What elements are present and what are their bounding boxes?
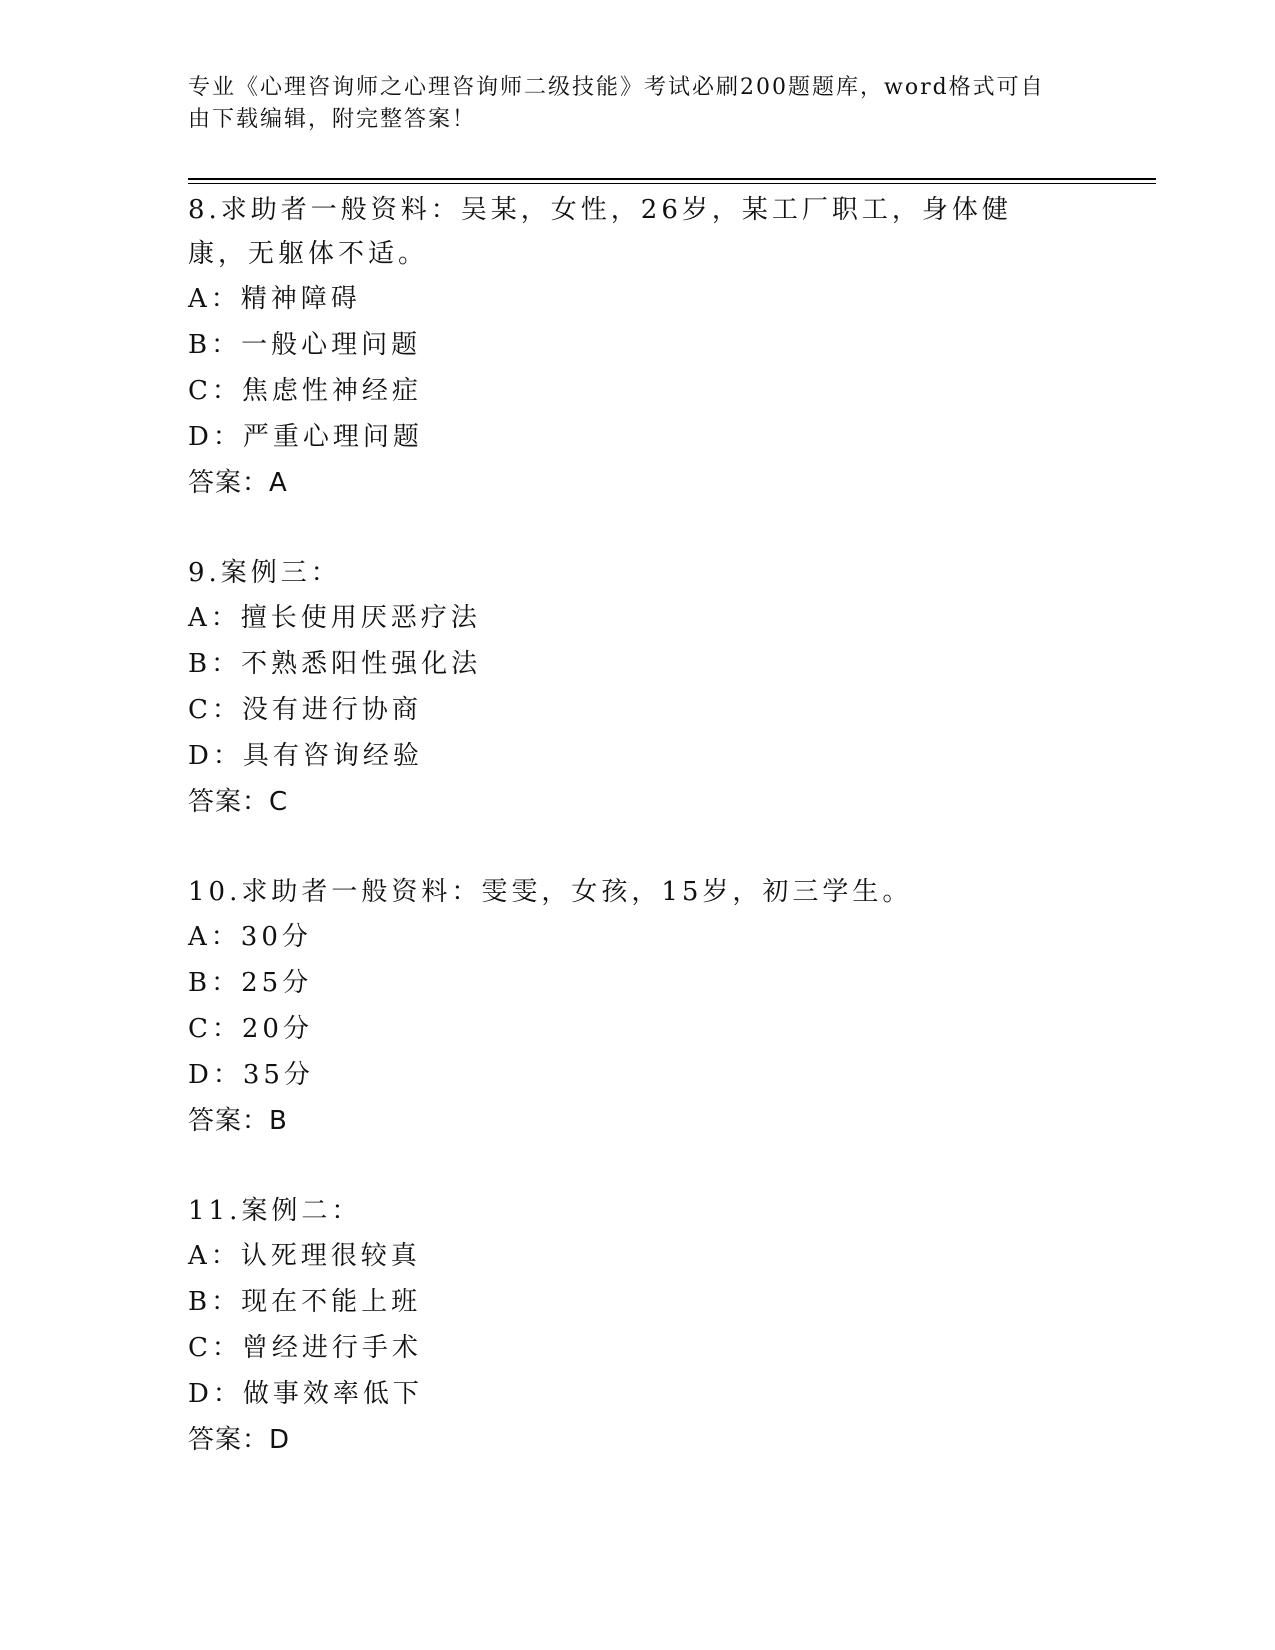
answer-line: 答案：A [188,468,288,498]
option-d: D：严重心理问题 [188,422,423,452]
header-divider-thick [188,178,1156,180]
answer-line: 答案：D [188,1425,291,1455]
question-stem: 11.案例二： [188,1196,362,1226]
question-stem: 10.求助者一般资料：雯雯，女孩，15岁，初三学生。 [188,877,913,907]
option-d: D：35分 [188,1060,314,1090]
option-a: A：30分 [188,922,312,952]
question-list [188,188,1088,1463]
option-a: A：擅长使用厌恶疗法 [188,603,481,633]
question-spacer [188,825,1088,870]
question-spacer [188,506,1088,551]
question-stem: 9.案例三： [188,558,341,588]
option-a: A：精神障碍 [188,284,361,314]
option-b: B：现在不能上班 [188,1287,422,1317]
option-c: C：没有进行协商 [188,695,422,725]
option-a: A：认死理很较真 [188,1241,421,1271]
option-d: D：做事效率低下 [188,1379,423,1409]
answer-line: 答案：C [188,787,289,817]
option-c: C：曾经进行手术 [188,1333,422,1363]
header-divider-thin [188,183,1156,184]
document-header: 专业《心理咨询师之心理咨询师二级技能》考试必刷200题题库，word格式可自由下载编辑，附完整答案！ [188,75,1045,132]
question-8 [188,188,1088,506]
option-d: D：具有咨询经验 [188,741,423,771]
option-b: B：一般心理问题 [188,330,422,360]
question-11 [188,1189,1088,1463]
option-c: C：焦虑性神经症 [188,376,422,406]
option-c: C：20分 [188,1014,313,1044]
question-spacer [188,1144,1088,1189]
option-b: B：25分 [188,968,313,998]
answer-line: 答案：B [188,1106,288,1136]
question-9 [188,551,1088,825]
question-10 [188,870,1088,1144]
option-b: B：不熟悉阳性强化法 [188,649,482,679]
question-stem: 8.求助者一般资料：吴某，女性，26岁，某工厂职工，身体健康，无躯体不适。 [188,195,1012,269]
